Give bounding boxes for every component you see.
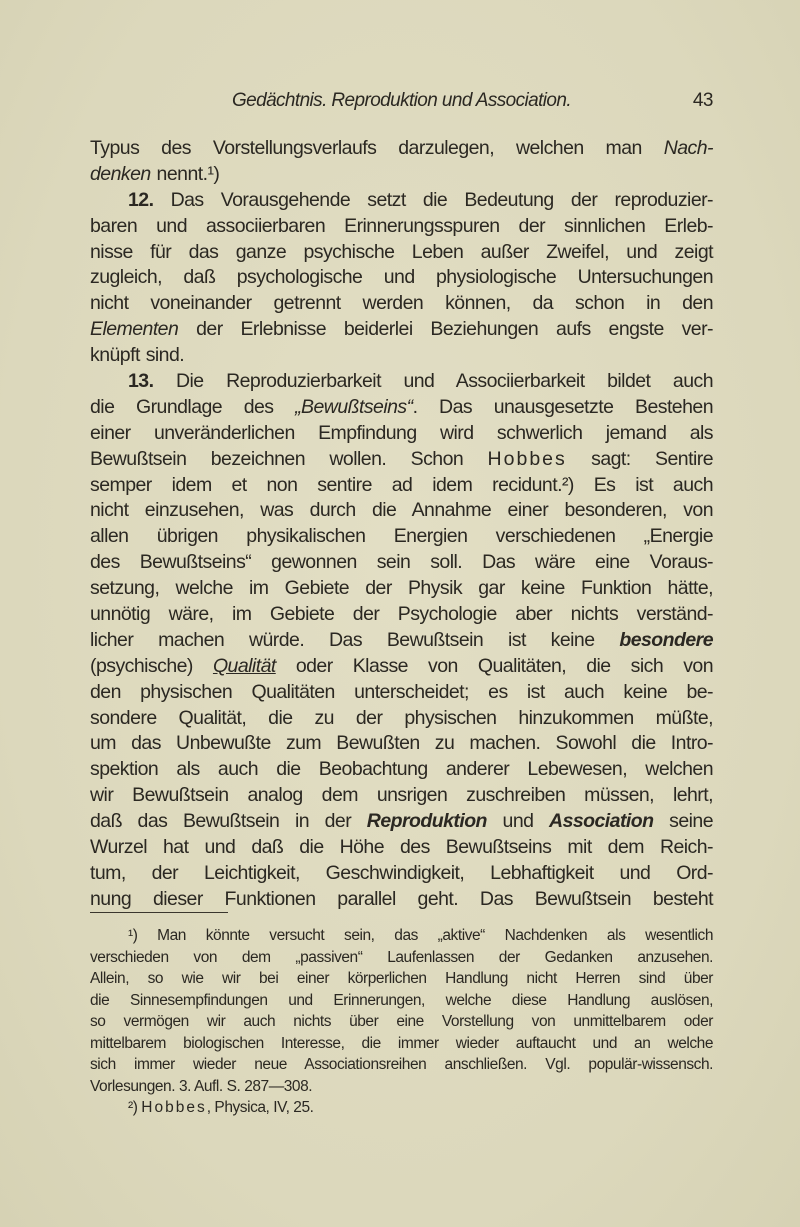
footnote-line — [90, 1097, 713, 1119]
text-run: die Sinnesempfindungen und Erinnerungen, welche diese Handlung auslösen, — [90, 991, 713, 1009]
emphasized-text: Qualität — [212, 654, 276, 677]
body-text-line — [90, 240, 713, 266]
footnote-line — [90, 968, 713, 990]
text-run: und — [486, 810, 550, 833]
body-text-line — [90, 265, 713, 291]
footnote-line — [90, 1033, 713, 1055]
text-run: Vorlesungen. 3. Aufl. S. 287—308. — [90, 1077, 313, 1095]
emphasized-text: „Bewußtseins“ — [295, 395, 413, 418]
body-text-line — [90, 343, 713, 369]
text-run: Bewußtsein bezeichnen wollen. Schon — [90, 447, 488, 470]
footnote-line — [90, 1054, 713, 1076]
body-text-line — [90, 783, 713, 809]
running-header-title: Gedächtnis. Reproduktion und Association. — [231, 90, 572, 111]
body-text-line — [90, 628, 713, 654]
text-run: seine — [653, 810, 713, 833]
text-run: Typus des Vorstellungsverlaufs darzulegen, welchen man — [90, 137, 664, 159]
text-run: des Bewußtseins“ gewonnen sein soll. Das wäre eine Voraus- — [90, 551, 713, 574]
body-text-line — [90, 757, 713, 783]
text-run: Allein, so wie wir bei einer körperlichen Handlung nicht Herren sind über — [90, 970, 713, 987]
text-run: nisse für das ganze psychische Leben außer Zweifel, und zeigt — [90, 240, 713, 263]
body-text-line — [90, 317, 713, 343]
body-text-line — [90, 447, 713, 473]
body-text-line — [90, 421, 713, 447]
page-number: 43 — [692, 90, 713, 111]
body-text — [90, 136, 713, 913]
text-run: baren und associierbaren Erinnerungsspuren der sinnlichen Erleb- — [90, 214, 713, 237]
footnote-line — [90, 1011, 713, 1033]
emphasized-text: Reproduktion — [366, 810, 487, 833]
emphasized-text: 12. — [128, 188, 154, 211]
text-run: licher machen würde. Das Bewußtsein ist keine — [90, 628, 620, 651]
body-text-line — [90, 550, 713, 576]
text-run: (psychische) — [90, 654, 213, 677]
body-text-line — [90, 524, 713, 550]
text-run: . Das unausgesetzte Bestehen — [412, 395, 713, 418]
text-run: sagt: Sentire — [566, 447, 713, 470]
text-run: setzung, welche im Gebiete der Physik gar keine Funktion hätte, — [90, 577, 713, 600]
body-text-line — [90, 291, 713, 317]
text-run: den physischen Qualitäten unterscheidet; es ist auch keine be- — [90, 680, 713, 703]
emphasized-text: besondere — [619, 628, 713, 651]
text-run: ²) — [128, 1099, 142, 1116]
text-run: sich immer wieder neue Associationsreihen anschließen. Vgl. populär-wissensch. — [90, 1056, 713, 1073]
body-text-line — [90, 188, 713, 214]
emphasized-text: Nach- — [663, 137, 713, 159]
text-run: wir Bewußtsein analog dem unsrigen zuschreiben müssen, lehrt, — [90, 784, 713, 807]
body-text-line — [90, 680, 713, 706]
text-run: zugleich, daß psychologische und physiologische Untersuchungen — [90, 266, 713, 289]
body-text-line — [90, 576, 713, 602]
footnote-line — [90, 1076, 713, 1098]
text-run: nicht voneinander getrennt werden können, da schon in den — [90, 292, 713, 315]
text-run: die Grundlage des — [90, 395, 296, 418]
text-run: , Physica, IV, 25. — [206, 1099, 314, 1116]
emphasized-text: Hobbes — [487, 447, 567, 470]
body-text-line — [90, 706, 713, 732]
body-text-line — [90, 887, 713, 913]
text-run: nicht einzusehen, was durch die Annahme einer besonderen, von — [90, 499, 713, 522]
body-text-line — [90, 809, 713, 835]
text-run: ¹) Man könnte versucht sein, das „aktive“ Nachdenken als wesentlich — [128, 927, 713, 944]
footnote-separator — [90, 912, 228, 913]
emphasized-text: 13. — [128, 370, 154, 393]
text-run: spektion als auch die Beobachtung anderer Lebewesen, welchen — [90, 758, 713, 781]
body-text-line — [90, 835, 713, 861]
text-run: nung dieser Funktionen parallel geht. Das Bewußtsein besteht — [90, 887, 713, 910]
text-run: Wurzel hat und daß die Höhe des Bewußtseins mit dem Reich- — [90, 836, 713, 859]
emphasized-text: Association — [549, 810, 654, 833]
text-run: oder Klasse von Qualitäten, die sich von — [275, 654, 714, 677]
body-text-line — [90, 395, 713, 421]
text-run: so vermögen wir auch nichts über eine Vorstellung von unmittelbarem oder — [90, 1013, 713, 1030]
text-run: allen übrigen physikalischen Energien verschiedenen „Energie — [90, 525, 713, 548]
body-text-line — [90, 602, 713, 628]
emphasized-text: denken — [90, 162, 151, 185]
footnote-line — [90, 925, 713, 947]
footnote-line — [90, 990, 713, 1012]
body-text-line — [90, 498, 713, 524]
text-run: der Erlebnisse beiderlei Beziehungen aufs engste ver- — [178, 318, 713, 341]
body-text-line — [90, 136, 713, 162]
text-run: knüpft sind. — [90, 344, 185, 367]
running-header — [90, 90, 713, 116]
text-run: nennt.¹) — [150, 162, 220, 185]
text-run: sondere Qualität, die zu der physischen hinzukommen müßte, — [90, 706, 713, 729]
text-run: tum, der Leichtigkeit, Geschwindigkeit, Lebhaftigkeit und Ord- — [90, 861, 713, 884]
body-text-line — [90, 214, 713, 240]
text-run: um das Unbewußte zum Bewußten zu machen. Sowohl die Intro- — [90, 732, 713, 755]
text-run: unnötig wäre, im Gebiete der Psychologie aber nichts verständ- — [90, 603, 713, 626]
footnotes — [90, 925, 713, 1119]
body-text-line — [90, 861, 713, 887]
body-text-line — [90, 654, 713, 680]
emphasized-text: Elementen — [90, 318, 179, 341]
text-run: semper idem et non sentire ad idem recidunt.²) Es ist auch — [90, 473, 713, 496]
text-run: mittelbarem biologischen Interesse, die immer wieder auftaucht und an welche — [90, 1034, 713, 1052]
body-text-line — [90, 473, 713, 499]
body-text-line — [90, 162, 713, 188]
emphasized-text: Hobbes — [141, 1099, 207, 1116]
text-run: verschieden von dem „passiven“ Laufenlassen der Gedanken anzusehen. — [90, 948, 713, 966]
footnote-line — [90, 947, 713, 969]
body-text-line — [90, 731, 713, 757]
text-run: einer unveränderlichen Empfindung wird schwerlich jemand als — [90, 421, 713, 444]
text-run: Das Vorausgehende setzt die Bedeutung der reproduzier- — [153, 188, 713, 211]
text-run: Die Reproduzierbarkeit und Associierbarkeit bildet auch — [153, 370, 713, 393]
text-run: daß das Bewußtsein in der — [90, 810, 367, 833]
body-text-line — [90, 369, 713, 395]
